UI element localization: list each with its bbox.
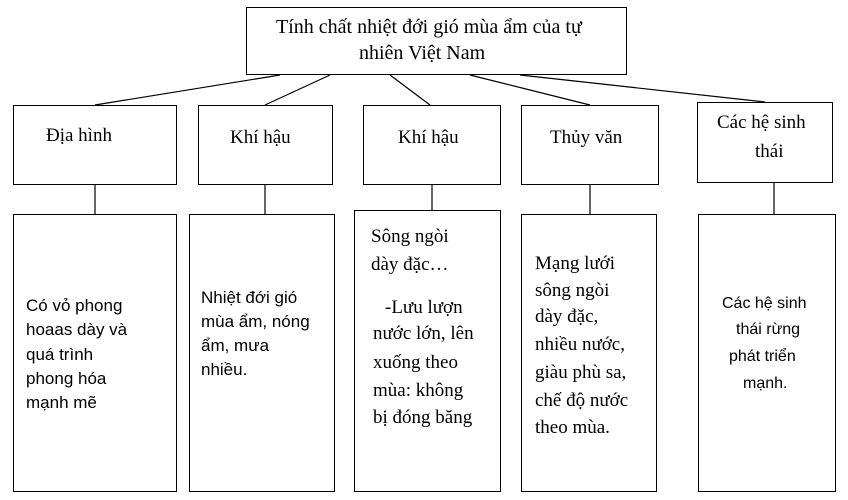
detail-box-khi-hau-2: [354, 210, 501, 492]
category-label-khi-hau-1: Khí hậu: [230, 127, 291, 148]
detail-thuy-van-line-6: chế độ nước: [535, 390, 629, 411]
detail-khi-hau-2-line-6: mùa: không: [373, 380, 464, 401]
root-title-line-2: nhiên Việt Nam: [359, 42, 486, 64]
detail-he-sinh-thai-line-3: phát triển: [729, 348, 796, 365]
connector-root-khi-hau-2: [390, 75, 430, 105]
category-label-he-sinh-thai-line-1: Các hệ sinh: [717, 112, 806, 133]
detail-he-sinh-thai-line-1: Các hệ sinh: [722, 295, 807, 312]
detail-khi-hau-2-line-4: nước lớn, lên: [373, 323, 474, 344]
detail-thuy-van-line-1: Mạng lưới: [535, 253, 615, 274]
detail-khi-hau-2-line-2: dày đặc…: [371, 254, 449, 275]
detail-thuy-van-line-7: theo mùa.: [535, 417, 610, 438]
detail-thuy-van-line-4: nhiều nước,: [535, 334, 625, 355]
detail-khi-hau-2-line-7: bị đóng băng: [373, 407, 473, 428]
detail-he-sinh-thai-line-4: mạnh.: [743, 375, 788, 392]
detail-khi-hau-1-line-1: Nhiệt đới gió: [201, 288, 298, 307]
detail-dia-hinh-line-3: quá trình: [26, 345, 94, 364]
detail-khi-hau-2-line-3: -Lưu lượn: [385, 297, 463, 318]
detail-thuy-van-line-3: dày đặc,: [535, 306, 599, 327]
connector-root-thuy-van: [470, 75, 590, 105]
detail-khi-hau-1-line-4: nhiều.: [201, 360, 248, 379]
detail-thuy-van-line-2: sông ngòi: [535, 280, 610, 301]
root-title-line-1: Tính chất nhiệt đới gió mùa ẩm của tự: [276, 16, 582, 38]
category-label-he-sinh-thai-line-2: thái: [755, 141, 784, 162]
connector-root-khi-hau-1: [265, 75, 330, 105]
connector-root-dia-hinh: [95, 75, 280, 105]
detail-khi-hau-2-line-1: Sông ngòi: [371, 226, 449, 247]
detail-khi-hau-2-line-5: xuống theo: [373, 352, 458, 373]
detail-he-sinh-thai-line-2: thái rừng: [736, 321, 801, 338]
detail-khi-hau-1-line-2: mùa ẩm, nóng: [201, 312, 310, 331]
category-label-dia-hinh: Địa hình: [46, 125, 112, 146]
detail-dia-hinh-line-4: phong hóa: [26, 369, 107, 388]
category-label-khi-hau-2: Khí hậu: [398, 127, 459, 148]
detail-dia-hinh-line-1: Có vỏ phong: [26, 296, 123, 315]
connector-root-he-sinh-thai: [520, 75, 765, 102]
detail-dia-hinh-line-5: mạnh mẽ: [26, 393, 97, 412]
detail-khi-hau-1-line-3: ẩm, mưa: [201, 336, 270, 355]
category-label-thuy-van: Thủy văn: [550, 127, 623, 148]
detail-dia-hinh-line-2: hoaas dày và: [26, 320, 128, 339]
detail-thuy-van-line-5: giàu phù sa,: [535, 362, 627, 383]
